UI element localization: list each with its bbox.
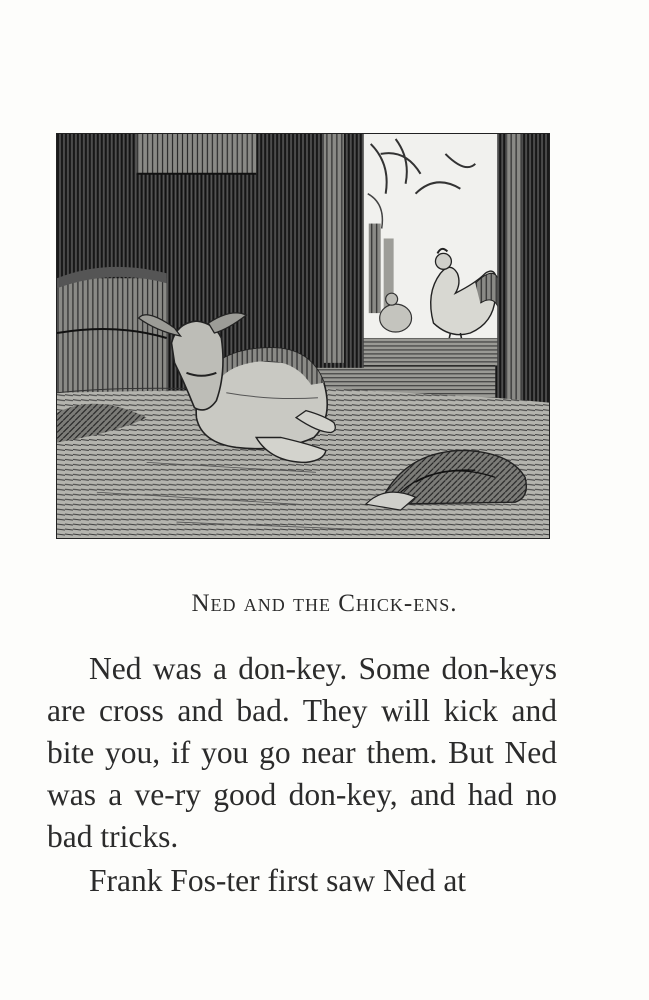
paragraph: Ned was a don-key. Some don-keys are cross and bad. They will kick and bite you, if you go near them. But Ned was a ve-ry good don-key, and had no bad tricks. <box>47 651 557 854</box>
story-title: Ned and the Chick-ens. <box>191 590 458 617</box>
paragraph: Frank Fos-ter first saw Ned at <box>89 863 467 898</box>
engraving-illustration <box>56 133 550 539</box>
story-body <box>47 648 557 902</box>
barn-scene-image <box>57 134 549 538</box>
